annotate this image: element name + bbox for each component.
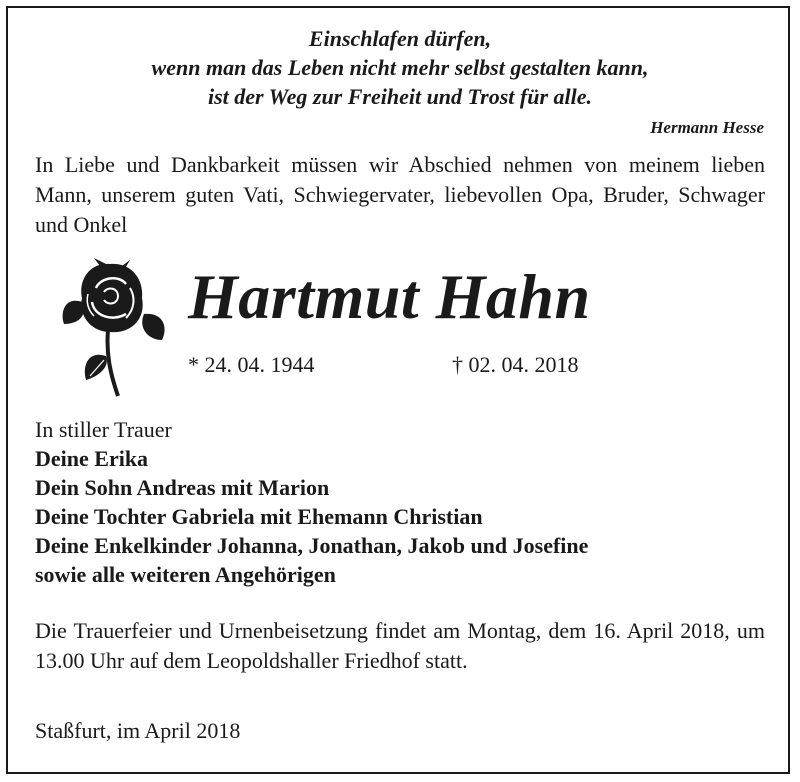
birth-date: * 24. 04. 1944 <box>188 352 315 377</box>
mourners-block <box>35 415 775 589</box>
intro-text: In Liebe und Dankbarkeit müssen wir Abschied nehmen von meinem lieben Mann, unserem guten Vati, Schwiegervater, liebevollen Opa, Bruder, Schwager und Onkel <box>35 152 765 237</box>
quote-line-2: wenn man das Leben nicht mehr selbst gestalten kann, <box>151 55 649 80</box>
mourner-line: Deine Enkelkinder Johanna, Jonathan, Jakob und Josefine <box>35 533 589 558</box>
quote-author: Hermann Hesse <box>650 118 764 137</box>
rose-icon <box>60 258 168 398</box>
quote-line-3: ist der Weg zur Freiheit und Trost für alle. <box>207 84 593 109</box>
mourner-line: Deine Tochter Gabriela mit Ehemann Christian <box>35 504 483 529</box>
death-date: † 02. 04. 2018 <box>452 352 579 377</box>
deceased-name: Hartmut Hahn <box>188 261 591 332</box>
ceremony-text: Die Trauerfeier und Urnenbeisetzung findet am Montag, dem 16. April 2018, um 13.00 Uhr auf dem Leopoldshaller Friedhof statt. <box>35 618 765 673</box>
quote-block <box>0 24 800 111</box>
mourner-line: Deine Erika <box>35 446 149 471</box>
mourner-line: Dein Sohn Andreas mit Marion <box>35 475 330 500</box>
place-date: Staßfurt, im April 2018 <box>35 718 241 743</box>
quote-line-1: Einschlafen dürfen, <box>308 26 492 51</box>
mourner-line: sowie alle weiteren Angehörigen <box>35 562 336 587</box>
mourners-intro: In stiller Trauer <box>35 417 172 442</box>
